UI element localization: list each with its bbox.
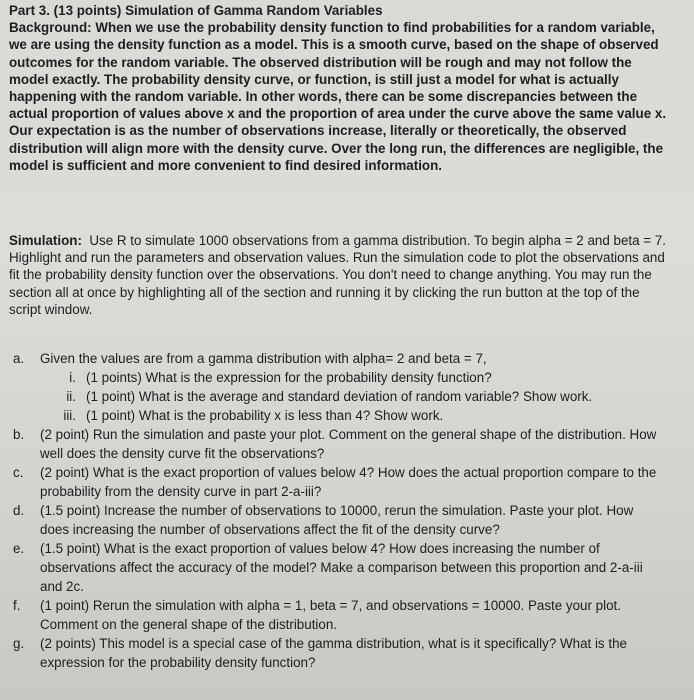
question-letter: d. [13, 503, 25, 518]
question-a [0, 349, 662, 368]
question-a-iii [0, 406, 666, 425]
sub-numeral: ii. [66, 389, 76, 404]
part-title: Part 3. (13 points) Simulation of Gamma Random Variables [9, 3, 383, 18]
sub-text: (1 point) What is the average and standard deviation of random variable? Show work. [86, 389, 593, 404]
background-label: Background: [9, 20, 92, 36]
sub-text: (1 points) What is the expression for the probability density function? [86, 370, 492, 385]
question-letter: a. [13, 351, 25, 366]
question-text: (1.5 point) Increase the number of observations to 10000, rerun the simulation. Paste your plot. How does increasing the number of observations affect the fit of the density curve? [40, 503, 634, 537]
question-e [0, 539, 662, 596]
background-section [9, 2, 671, 174]
simulation-label: Simulation: [9, 233, 82, 248]
question-text: (2 points) This model is a special case of the gamma distribution, what is it specifically? What is the expression for the probability density function? [40, 636, 627, 670]
question-text: Given the values are from a gamma distribution with alpha= 2 and beta = 7, [40, 351, 487, 366]
question-text: (1 point) Rerun the simulation with alpha = 1, beta = 7, and observations = 10000. Paste your plot. Comment on the general shape of the distribution. [40, 598, 621, 632]
question-letter: c. [13, 465, 24, 480]
simulation-section [9, 232, 671, 318]
question-letter: e. [13, 541, 25, 556]
question-c [0, 463, 662, 501]
sub-numeral: i. [69, 370, 76, 385]
simulation-text: Use R to simulate 1000 observations from a gamma distribution. To begin alpha = 2 and beta = 7. Highlight and run the parameters and observation values. Run the simulation code to plot the observations and fit the probability density function over the observations. You don't need to change anything. You may run the section all at once by highlighting all of the section and running it by clicking the run button at the top of the script window. [9, 233, 666, 317]
question-letter: g. [13, 636, 25, 651]
question-text: (2 point) What is the exact proportion of values below 4? How does the actual proportion compare to the probability from the density curve in part 2-a-iii? [40, 465, 657, 499]
question-a-i [0, 368, 666, 387]
background-paragraph [9, 19, 671, 174]
sub-text: (1 point) What is the probability x is less than 4? Show work. [86, 408, 444, 423]
question-text: (1.5 point) What is the exact proportion of values below 4? How does increasing the number of observations affect the accuracy of the model? Make a comparison between this proportion and 2-a-iii and 2c. [40, 541, 643, 594]
question-g [0, 634, 662, 672]
question-a-ii [0, 387, 666, 406]
question-f [0, 596, 662, 634]
question-text: (2 point) Run the simulation and paste your plot. Comment on the general shape of the distribution. How well does the density curve fit the observations? [40, 427, 657, 461]
sub-numeral: iii. [63, 408, 76, 423]
question-b [0, 425, 662, 463]
question-list [0, 349, 694, 672]
question-letter: f. [13, 598, 21, 613]
background-text: When we use the probability density function to find probabilities for a random variable, we are using the density function as a model. This is a smooth curve, based on the shape of observed outcomes for the random variable. The observed distribution will be rough and may not follow the model exactly. The probability density curve, or function, is still just a model for what is actually happening with the random variable. In other words, there can be some discrepancies between the actual proportion of values above x and the proportion of area under the curve above the same value x. Our expectation is as the number of observations increase, literally or theoretically, the observed distribution will align more with the density curve. Over the long run, the differences are negligible, the model is sufficient and more convenient to find desired information. [9, 20, 667, 173]
question-letter: b. [13, 427, 25, 442]
question-d [0, 501, 662, 539]
